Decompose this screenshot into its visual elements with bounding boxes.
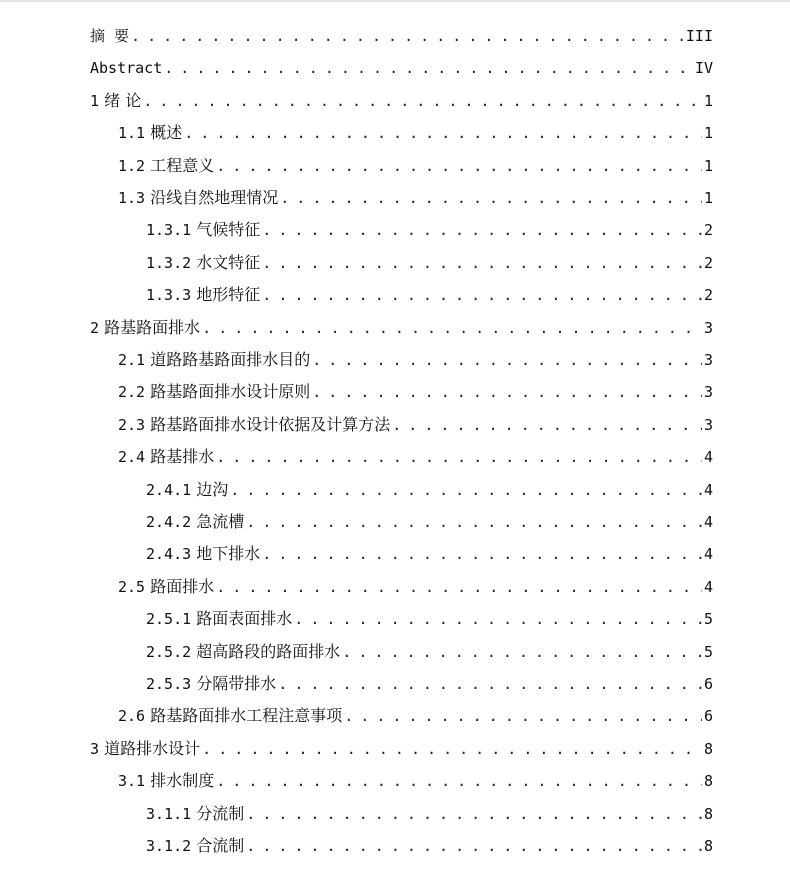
toc-entry-number: 2 (90, 318, 100, 337)
toc-dot-leader (278, 668, 702, 700)
toc-page-number: 3 (703, 415, 713, 434)
toc-page-number: 4 (703, 577, 713, 596)
toc-dot-leader (262, 247, 702, 279)
page-top-edge (0, 0, 790, 2)
toc-page-number: 1 (703, 91, 713, 110)
toc-entry-label (118, 409, 392, 441)
toc-entry-number: 1.3.3 (146, 286, 192, 305)
toc-entry-title: 水文特征 (196, 252, 261, 272)
toc-entry[interactable] (90, 85, 713, 117)
toc-dot-leader (280, 182, 702, 214)
toc-page-number: 4 (703, 545, 713, 564)
toc-dot-leader (262, 279, 702, 311)
toc-dot-leader (216, 441, 702, 473)
toc-entry-title: 路基路面排水设计原则 (150, 382, 311, 402)
toc-entry-label (146, 668, 278, 700)
toc-entry-number: 2.1 (118, 351, 146, 369)
toc-page-number: IV (694, 59, 713, 78)
toc-dot-leader (392, 409, 702, 441)
toc-entry-number: 3.1.1 (146, 804, 192, 823)
toc-entry-number: 1.2 (118, 156, 146, 175)
toc-entry-title: 气候特征 (196, 220, 261, 240)
toc-entry[interactable] (90, 20, 713, 52)
toc-entry-number: 3.1.2 (146, 837, 192, 855)
toc-page-number: 3 (703, 351, 713, 369)
toc-entry[interactable] (118, 117, 713, 149)
toc-entry[interactable] (146, 538, 713, 570)
toc-entry-label (146, 279, 262, 311)
toc-dot-leader (202, 733, 702, 765)
toc-entry-number: 2.4.2 (146, 513, 192, 531)
toc-entry-label (118, 700, 344, 732)
toc-entry-label (118, 765, 216, 797)
toc-page-number: 4 (703, 513, 713, 531)
toc-entry-number: 1.3 (118, 189, 146, 207)
toc-entry-title: 分隔带排水 (196, 674, 277, 693)
toc-entry[interactable] (118, 409, 713, 441)
toc-entry-number: 2.6 (118, 707, 146, 726)
toc-entry[interactable] (146, 506, 713, 538)
toc-entry-number: 2.2 (118, 383, 146, 402)
toc-dot-leader (262, 214, 702, 246)
toc-entry-number: 2.4.3 (146, 545, 192, 564)
toc-entry-title: 合流制 (196, 836, 245, 855)
toc-entry-number: 2.5.2 (146, 642, 192, 661)
toc-dot-leader (164, 52, 693, 84)
toc-page-number: 2 (703, 286, 713, 305)
toc-page-number: 8 (703, 837, 713, 855)
toc-entry-title: 道路路基路面排水目的 (150, 350, 311, 369)
toc-entry[interactable] (146, 214, 713, 246)
toc-entry-label (146, 830, 246, 862)
toc-entry[interactable] (118, 376, 713, 408)
toc-entry-number: 2.5.3 (146, 675, 192, 693)
toc-entry[interactable] (118, 700, 713, 732)
toc-entry-label (90, 20, 131, 52)
toc-entry-number: 2.4 (118, 448, 146, 467)
toc-entry-number: 2.5 (118, 577, 146, 596)
toc-dot-leader (216, 150, 702, 182)
toc-page-number: 1 (703, 156, 713, 175)
toc-entry[interactable] (146, 247, 713, 279)
toc-entry[interactable] (118, 182, 713, 214)
toc-entry[interactable] (118, 441, 713, 473)
toc-entry-label (118, 150, 216, 182)
toc-page-number: 2 (703, 221, 713, 240)
toc-entry[interactable] (90, 312, 713, 344)
toc-dot-leader (246, 506, 702, 538)
toc-entry-label (146, 798, 246, 830)
toc-dot-leader (131, 20, 684, 52)
toc-entry-title: 路基路面排水设计依据及计算方法 (150, 414, 391, 434)
toc-entry-title: 绪 论 (104, 90, 142, 110)
toc-entry[interactable] (146, 668, 713, 700)
toc-page-number: III (685, 27, 713, 45)
toc-page-number: 8 (703, 739, 713, 758)
toc-entry[interactable] (146, 474, 713, 506)
toc-entry-number: 1.3.2 (146, 253, 192, 272)
toc-entry-number: 2.5.1 (146, 610, 192, 629)
toc-dot-leader (312, 376, 702, 408)
toc-entry-label (118, 182, 280, 214)
toc-dot-leader (202, 312, 702, 344)
toc-dot-leader (143, 85, 702, 117)
toc-entry-title: 路面排水 (150, 576, 215, 596)
toc-entry-title: 路基路面排水工程注意事项 (150, 706, 343, 726)
toc-dot-leader (246, 830, 702, 862)
toc-entry-number: 3 (90, 739, 100, 758)
toc-entry-label (90, 733, 202, 765)
toc-entry-title: 沿线自然地理情况 (150, 188, 279, 207)
toc-entry[interactable] (146, 798, 713, 830)
toc-entry-label (146, 603, 294, 635)
toc-entry-label (146, 214, 262, 246)
toc-entry-title: 边沟 (196, 479, 229, 499)
toc-entry-label (146, 636, 342, 668)
toc-page-number: 3 (703, 318, 713, 337)
toc-page-number: 5 (703, 642, 713, 661)
toc-entry-number: 3.1 (118, 772, 146, 791)
toc-page-number: 6 (703, 707, 713, 726)
toc-dot-leader (344, 700, 702, 732)
toc-entry-title: 路面表面排水 (196, 609, 293, 629)
toc-entry[interactable] (118, 344, 713, 376)
toc-entry-label (118, 571, 216, 603)
toc-entry-label (90, 52, 164, 84)
toc-entry-title: 排水制度 (150, 771, 215, 791)
toc-entry-title: 急流槽 (196, 512, 245, 531)
toc-entry-label (90, 85, 143, 117)
toc-entry[interactable] (146, 636, 713, 668)
toc-dot-leader (230, 474, 702, 506)
toc-page-number: 1 (703, 124, 713, 143)
toc-entry-title: 工程意义 (150, 155, 215, 175)
toc-entry-title: 地形特征 (196, 285, 261, 305)
toc-dot-leader (312, 344, 702, 376)
toc-page-number: 1 (703, 189, 713, 207)
toc-entry-label (146, 538, 262, 570)
toc-dot-leader (246, 798, 702, 830)
toc-entry-title: 地下排水 (196, 544, 261, 564)
toc-entry-number: 摘 要 (90, 27, 130, 45)
toc-entry-label (118, 344, 312, 376)
toc-entry-title: 分流制 (196, 803, 245, 823)
toc-entry-number: 2.3 (118, 415, 146, 434)
toc-entry[interactable] (118, 571, 713, 603)
toc-page-number: 2 (703, 253, 713, 272)
toc-entry-title: 超高路段的路面排水 (196, 641, 341, 661)
toc-entry[interactable] (146, 603, 713, 635)
toc-page-number: 4 (703, 480, 713, 499)
toc-entry[interactable] (90, 733, 713, 765)
toc-dot-leader (216, 765, 702, 797)
toc-page-number: 8 (703, 772, 713, 791)
toc-page-number: 6 (703, 675, 713, 693)
toc-entry-number: Abstract (90, 59, 163, 78)
toc-entry-label (118, 441, 216, 473)
toc-entry-label (118, 117, 184, 149)
toc-entry-label (146, 474, 230, 506)
toc-page-number: 5 (703, 610, 713, 629)
toc-entry[interactable] (146, 830, 713, 862)
toc-page-number: 8 (703, 804, 713, 823)
toc-entry-label (146, 247, 262, 279)
toc-entry[interactable] (118, 150, 713, 182)
toc-dot-leader (262, 538, 702, 570)
toc-entry-number: 2.4.1 (146, 480, 192, 499)
toc-dot-leader (294, 603, 702, 635)
toc-entry[interactable] (118, 765, 713, 797)
toc-entry-number: 1.1 (118, 124, 146, 143)
toc-entry-title: 道路排水设计 (104, 738, 201, 758)
toc-entry-number: 1 (90, 91, 100, 110)
toc-entry-title: 路基路面排水 (104, 317, 201, 337)
toc-entry[interactable] (90, 52, 713, 84)
toc-dot-leader (216, 571, 702, 603)
toc-page-number: 4 (703, 448, 713, 467)
toc-dot-leader (342, 636, 702, 668)
toc-entry[interactable] (146, 279, 713, 311)
toc-entry-label (118, 376, 312, 408)
toc-dot-leader (184, 117, 702, 149)
toc-entry-number: 1.3.1 (146, 221, 192, 240)
toc-entry-title: 路基排水 (150, 447, 215, 467)
toc-entry-label (146, 506, 246, 538)
toc-page-number: 3 (703, 383, 713, 402)
toc-entry-title: 概述 (150, 123, 183, 143)
toc-entry-label (90, 312, 202, 344)
